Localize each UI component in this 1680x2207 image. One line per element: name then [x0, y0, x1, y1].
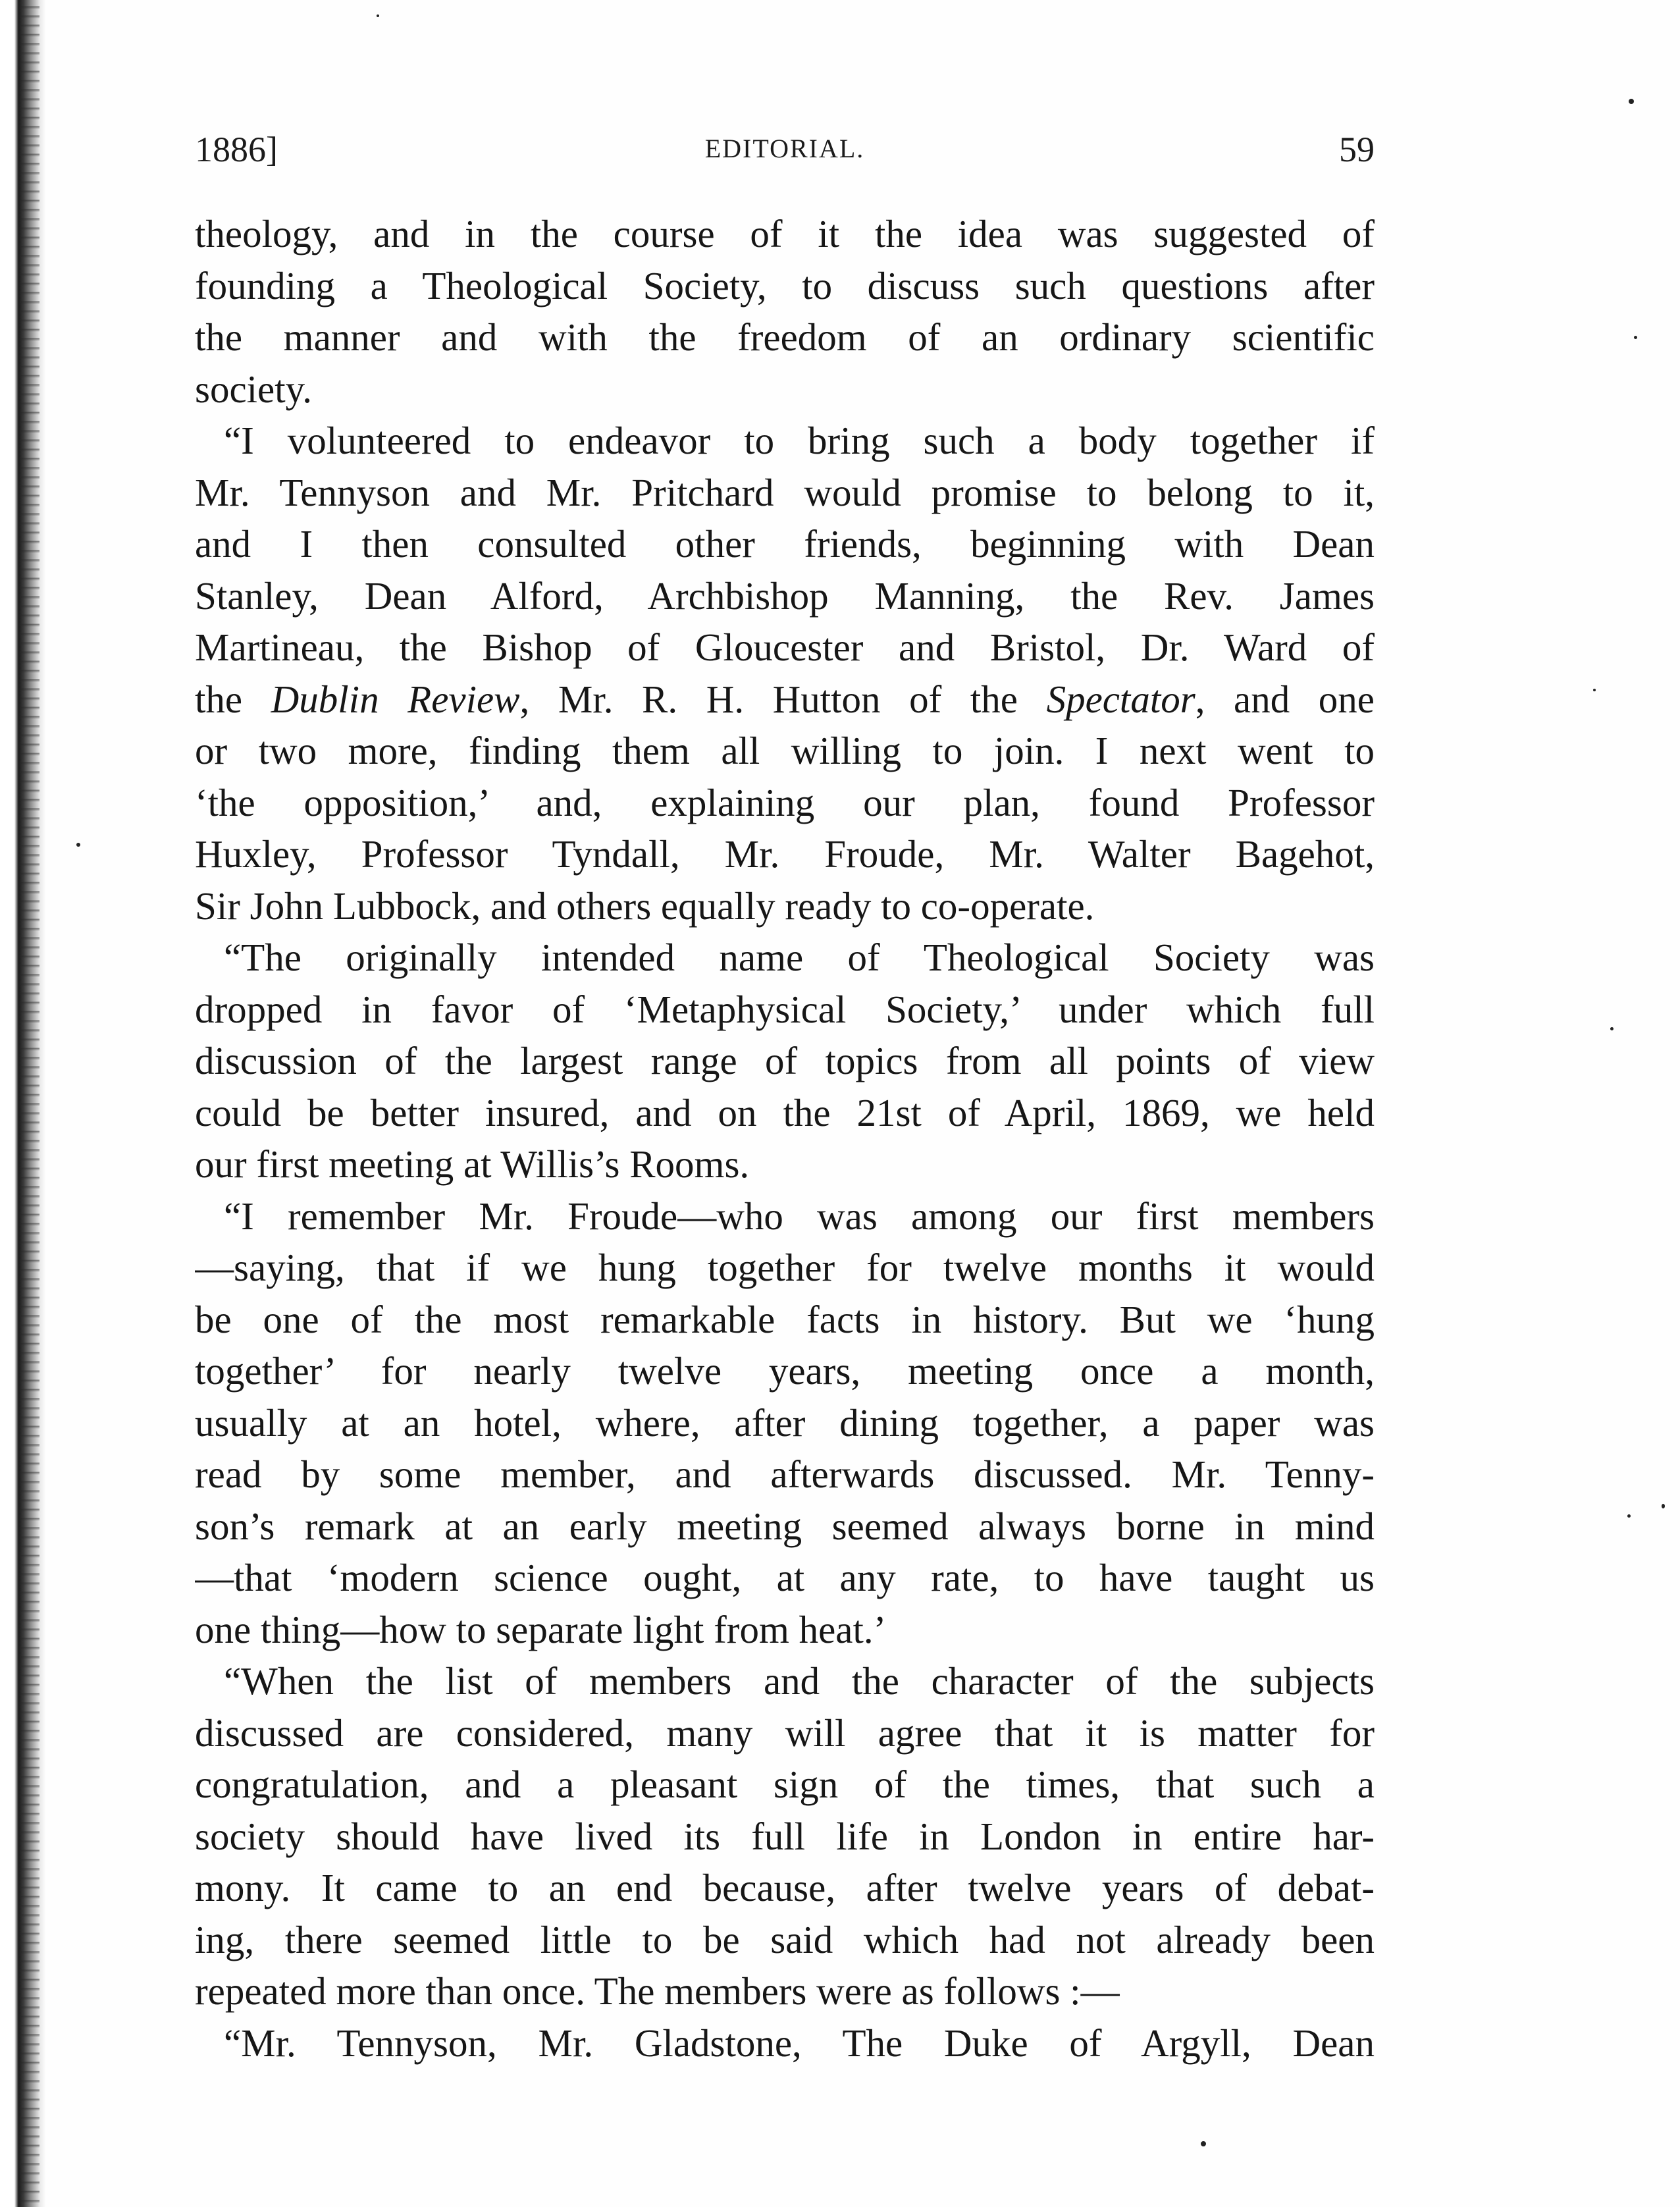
text-line: “I remember Mr. Froude—who was among our first members [224, 1194, 1375, 1238]
text-line: read by some member, and afterwards discussed. Mr. Tenny- [195, 1452, 1375, 1496]
text-line: one thing—how to separate light from heat.’ [195, 1607, 887, 1651]
body-text [195, 208, 1375, 2069]
text-line: usually at an hotel, where, after dining together, a paper was [195, 1400, 1375, 1445]
text-line: Martineau, the Bishop of Gloucester and Bristol, Dr. Ward of [195, 625, 1375, 669]
text-line: —that ‘modern science ought, at any rate, to have taught us [195, 1556, 1375, 1599]
text-line: theology, and in the course of it the idea was suggested of [195, 212, 1375, 255]
text-line: society. [195, 367, 313, 411]
text-line: Sir John Lubbock, and others equally ready to co-operate. [195, 884, 1095, 928]
text-line: repeated more than once. The members were as follows :— [195, 1969, 1120, 2013]
page-number: 59 [1339, 130, 1375, 169]
text-line: dropped in favor of ‘Metaphysical Society,’ under which full [195, 987, 1375, 1031]
scan-speck [1201, 2141, 1206, 2146]
text-line: “Mr. Tennyson, Mr. Gladstone, The Duke of Argyll, Dean [224, 2021, 1375, 2065]
text-line: discussion of the largest range of topics from all points of view [195, 1039, 1375, 1082]
text-line: Huxley, Professor Tyndall, Mr. Froude, Mr. Walter Bagehot, [195, 832, 1375, 876]
scan-speck [377, 14, 379, 17]
text-line: our first meeting at Willis’s Rooms. [195, 1142, 750, 1186]
text-line: together’ for nearly twelve years, meeting once a month, [195, 1349, 1375, 1393]
text-line: the Dublin Review, Mr. R. H. Hutton of the Spectator, and one [195, 677, 1375, 721]
text-line: society should have lived its full life in London in entire har- [195, 1814, 1375, 1858]
text-line: mony. It came to an end because, after twelve years of debat- [195, 1866, 1375, 1909]
text-line: —saying, that if we hung together for twelve months it would [195, 1246, 1375, 1289]
scan-speck [1627, 1514, 1631, 1518]
header-year: 1886] [195, 130, 278, 169]
text-line: congratulation, and a pleasant sign of the times, that such a [195, 1763, 1375, 1806]
header-section-title: EDITORIAL. [704, 134, 865, 163]
text-line: son’s remark at an early meeting seemed always borne in mind [195, 1504, 1375, 1548]
text-line: founding a Theological Society, to discuss such questions after [195, 263, 1375, 307]
text-line: discussed are considered, many will agree that it is matter for [195, 1711, 1375, 1755]
text-line: could be better insured, and on the 21st of April, 1869, we held [195, 1090, 1375, 1134]
text-line: Mr. Tennyson and Mr. Pritchard would promise to belong to it, [195, 470, 1375, 514]
scan-speck [1662, 1504, 1665, 1508]
text-line: or two more, finding them all willing to join. I next went to [195, 729, 1375, 772]
scan-speck [76, 843, 80, 847]
text-line: “The originally intended name of Theological Society was [224, 936, 1375, 979]
text-line: and I then consulted other friends, beginning with Dean [195, 522, 1375, 566]
text-line: be one of the most remarkable facts in history. But we ‘hung [195, 1297, 1375, 1341]
scan-speck [1634, 336, 1637, 339]
running-header [195, 129, 1375, 175]
scan-speck [1610, 1027, 1614, 1030]
text-line: “I volunteered to endeavor to bring such a body together if [224, 419, 1375, 462]
text-line: “When the list of members and the character of the subjects [224, 1659, 1375, 1703]
text-line: ‘the opposition,’ and, explaining our plan, found Professor [195, 780, 1375, 824]
binding-marks [20, 0, 39, 2207]
text-line: ing, there seemed little to be said which had not already been [195, 1917, 1375, 1961]
text-line: Stanley, Dean Alford, Archbishop Manning, the Rev. James [195, 573, 1375, 618]
text-line: the manner and with the freedom of an ordinary scientific [195, 315, 1375, 359]
scan-speck [1593, 689, 1596, 691]
scan-speck [1629, 99, 1634, 104]
